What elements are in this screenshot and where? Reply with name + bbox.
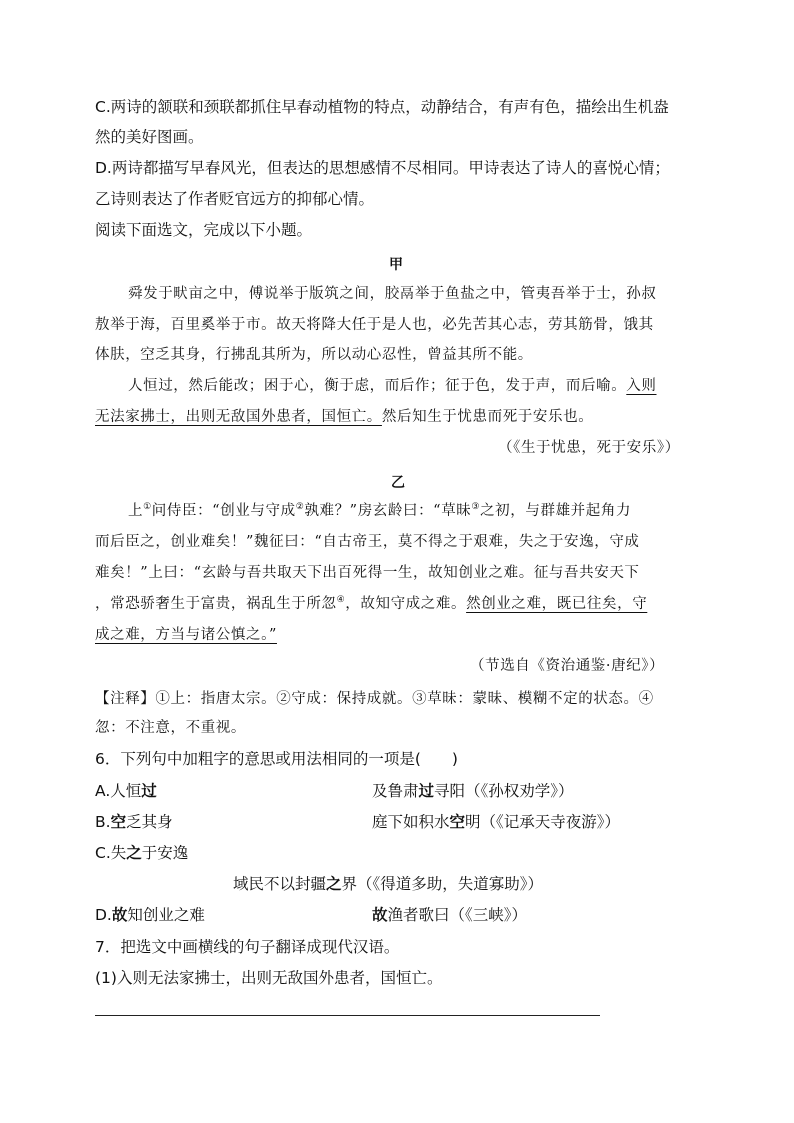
bold-char: 之 [126,844,142,862]
option-text: 寻阳（《孙权劝学》） [434,782,574,800]
yi-line1 [128,500,631,522]
option-c-line2: 然的美好图画。 [95,128,204,146]
note-marker-2: ② [295,502,305,513]
option-text: 渔者歌曰（《三峡》） [387,906,528,924]
yi-text: 上 [128,503,144,519]
notes-line2: 忽：不注意，不重视。 [95,720,246,736]
answer-line[interactable] [95,1015,600,1016]
option-c-line1: C.两诗的颔联和颈联都抓住早春动植物的特点，动静结合，有声有色，描绘出生机盎 [95,98,669,116]
q6-option-c-left [95,842,188,864]
jia-para1-line3: 体肤，空乏其身，行拂乱其所为，所以动心忍性，曾益其所不能。 [95,347,533,363]
option-text: A.人恒 [95,782,142,800]
yi-line5 [95,624,277,646]
option-text: D. [95,906,112,924]
option-text: 知创业之难 [127,906,205,924]
question-6-stem: 6．下列句中加粗字的意思或用法相同的一项是( ) [95,750,458,768]
option-text: 域民不以封疆 [233,875,327,893]
note-marker-3: ③ [471,502,481,513]
jia-para2-line1 [128,375,657,397]
q6-option-d-right [372,904,527,926]
jia-para2-line2 [95,406,593,428]
yi-source: （节选自《资治通鉴·唐纪》） [470,658,665,674]
jia-underlined-sentence-part2: 无法家拂士，出则无敌国外患者，国恒亡。 [95,409,382,425]
passage-yi-title: 乙 [391,475,405,491]
option-text: 乏其身 [126,813,173,831]
bold-char: 过 [418,782,435,800]
bold-char: 之 [326,875,342,893]
option-d-line2: 乙诗则表达了作者贬官远方的抑郁心情。 [95,190,375,208]
reading-instruction: 阅读下面选文，完成以下小题。 [95,221,313,239]
option-text: 庭下如积水 [372,813,450,831]
notes-line1: 【注释】①上：指唐太宗。②守成：保持成就。③草昧：蒙昧、模糊不定的状态。④ [95,691,654,707]
option-text: 界（《得道多助，失道寡助》） [341,875,544,893]
q6-option-c-right [233,873,543,895]
q6-option-d-left [95,904,205,926]
yi-line4 [95,593,647,615]
q6-option-a-left [95,780,157,802]
jia-para1-line1: 舜发于畎亩之中，傅说举于版筑之间，胶鬲举于鱼盐之中，管夷吾举于士，孙叔 [128,286,657,302]
option-text: 明（《记承天寺夜游》） [465,813,621,831]
note-marker-1: ① [143,502,152,513]
question-7-sub1: (1)入则无法家拂士，出则无敌国外患者，国恒亡。 [95,969,443,987]
passage-jia-title: 甲 [389,257,403,273]
jia-para2-end: 然后知生于忧患而死于安乐也。 [381,409,594,425]
option-text: 于安逸 [141,844,189,862]
jia-underlined-sentence-part1: 入则 [626,378,657,394]
bold-char: 空 [449,813,466,831]
q6-option-b-left [95,811,173,833]
yi-text: ，常恐骄奢生于富贵，祸乱生于所忽 [95,596,337,612]
question-7-stem: 7．把选文中画横线的句子翻译成现代汉语。 [95,938,400,956]
yi-underlined-sentence-part1: 然创业之难，既已往矣，守 [466,596,648,612]
q6-option-a-right [372,780,574,802]
q6-option-b-right [372,811,620,833]
yi-text: ，故知守成之难。 [345,596,467,612]
option-d-line1: D.两诗都描写早春风光，但表达的思想感情不尽相同。甲诗表达了诗人的喜悦心情； [95,159,670,177]
yi-underlined-sentence-part2: 成之难，方当与诸公慎之。” [95,627,277,643]
jia-source: （《生于忧患，死于安乐》） [498,440,680,456]
yi-text: 之初，与群雄并起角力 [480,503,632,519]
yi-text: 问侍臣：“创业与守成 [151,503,296,519]
bold-char: 故 [372,906,388,924]
jia-para1-line2: 敖举于海，百里奚举于市。故天将降大任于是人也，必先苦其心志，劳其筋骨，饿其 [95,317,654,333]
bold-char: 过 [141,782,157,800]
note-marker-4: ④ [336,595,346,606]
bold-char: 空 [110,813,127,831]
bold-char: 故 [111,906,128,924]
option-text: C.失 [95,844,127,862]
yi-line3: 难矣！”上曰：“玄龄与吾共取天下出百死得一生，故知创业之难。征与吾共安天下 [95,565,640,581]
option-text: B. [95,813,111,831]
jia-para2-text: 人恒过，然后能改；困于心，衡于虑，而后作；征于色，发于声，而后喻。 [128,378,627,394]
yi-line2: 而后臣之，创业难矣！”魏征曰：“自古帝王，莫不得之于艰难，失之于安逸，守成 [95,534,640,550]
option-text: 及鲁肃 [372,782,419,800]
yi-text: 孰难？”房玄龄曰：“草昧 [304,503,472,519]
